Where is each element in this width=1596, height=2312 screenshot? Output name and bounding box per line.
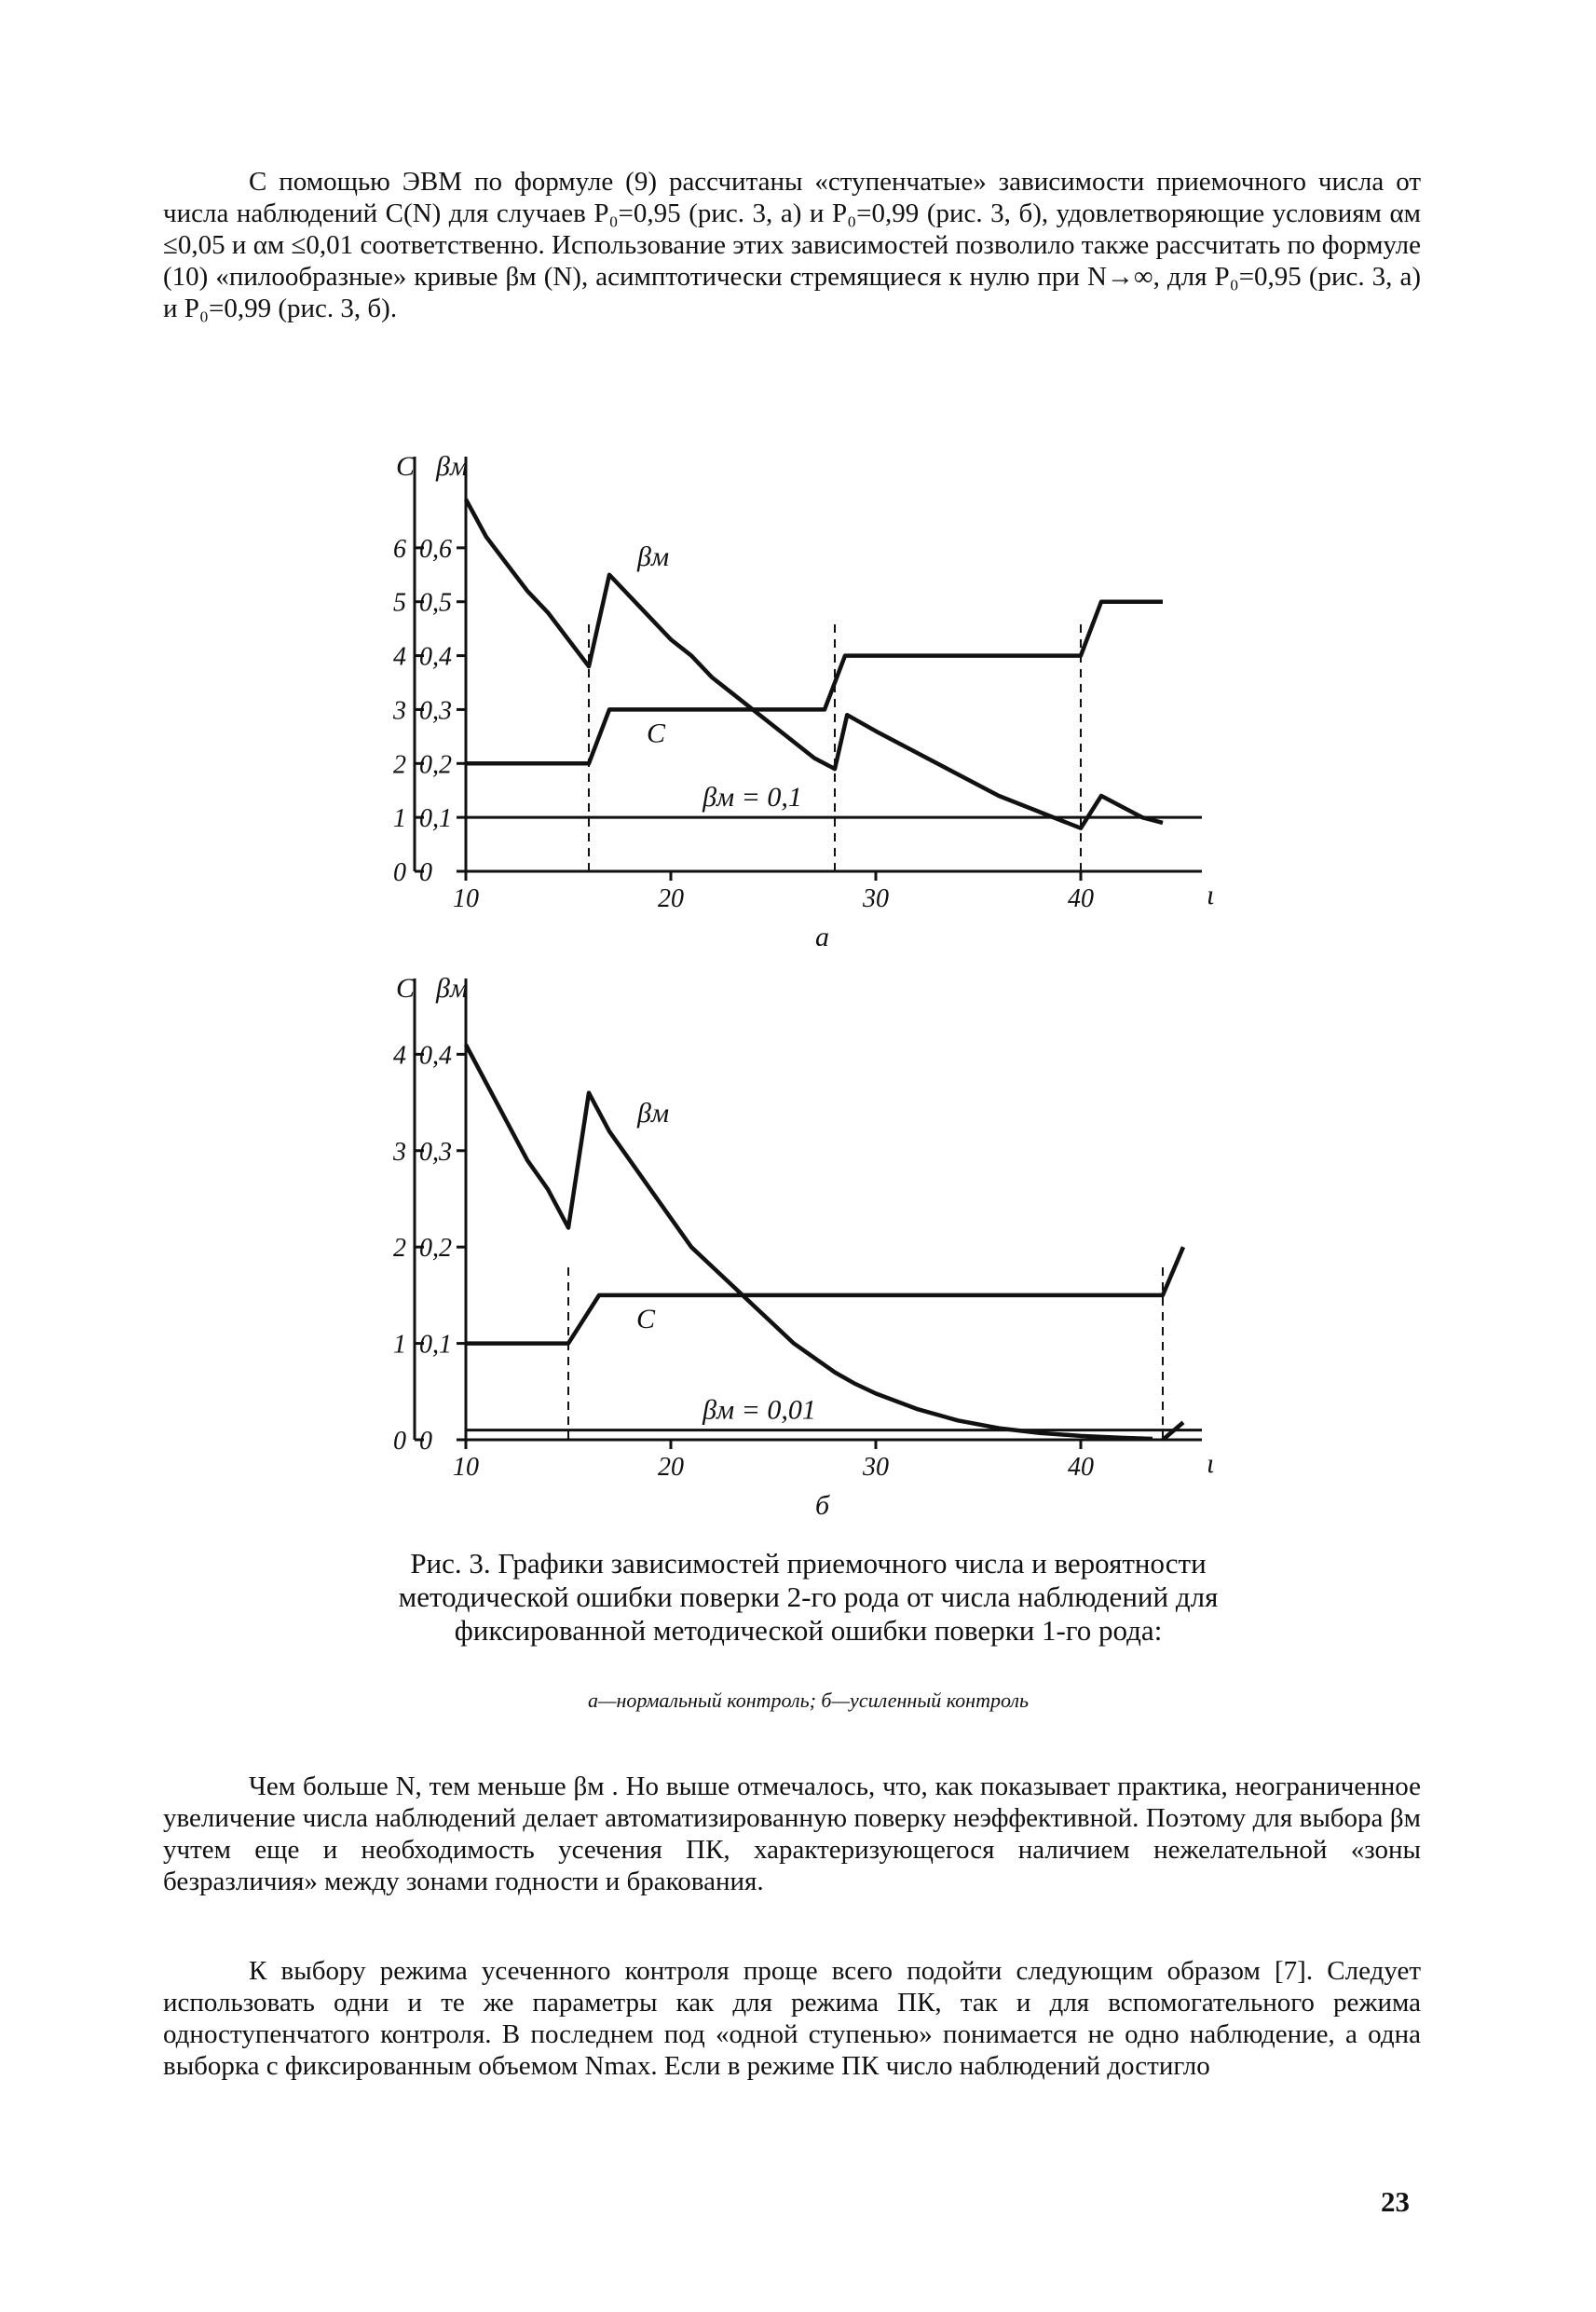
chart-a-beta-tick-label: 0,6 (419, 534, 452, 564)
chart-a-c-tick-label: 2 (393, 750, 406, 780)
chart-b-beta-tick-label: 0 (419, 1427, 432, 1456)
chart-a-c-tick-label: 4 (393, 642, 406, 672)
chart-b (354, 946, 1248, 1524)
chart-a-x-tick-label: 10 (453, 884, 479, 913)
chart-b-c-tick-label: 2 (393, 1234, 406, 1264)
chart-b-x-tick-label: 20 (658, 1453, 684, 1482)
chart-a-series-label: C (647, 718, 666, 749)
chart-b-x-tick-label: 10 (453, 1453, 479, 1482)
chart-a-panel-label: а (815, 922, 829, 946)
chart-a-beta-tick-label: 0,2 (419, 750, 452, 780)
chart-a-beta-tick-label: 0 (419, 858, 432, 887)
chart-b-beta-tick-label: 0,1 (419, 1330, 452, 1360)
paragraph-3: К выбору режима усеченного контроля проще всего подойти следующим образом [7]. Следует использовать одни и те же параметры как для режима ПК, так и для вспомогательного режима одноступенчатого контроля. В последнем под «одной ступенью» понимается не одно наблюдение, а одна выборка с фиксированным объемом Nmax. Если в режиме ПК число наблюдений достигло (163, 1956, 1421, 2081)
chart-a-series-label: βм (637, 540, 670, 572)
chart-b-x-tick-label: 30 (863, 1453, 889, 1482)
chart-b-x-axis-label: ι (1207, 1448, 1215, 1479)
chart-a-c-tick-label: 6 (393, 534, 406, 564)
chart-a-threshold-label: βм = 0,1 (703, 782, 802, 814)
chart-a-beta-tick-label: 0,3 (419, 696, 452, 726)
chart-a-beta-tick-label: 0,1 (419, 804, 452, 834)
paragraph-1: С помощью ЭВМ по формуле (9) рассчитаны «ступенчатые» зависимости приемочного числа от числа наблюдений C(N) для случаев P₀=0,95 (рис. 3, а) и P₀=0,99 (рис. 3, б), удовлетворяющие условиям αм ≤0,05 и αм ≤0,01 соответственно. Использование этих зависимостей позволило также рассчитать по формуле (10) «пилообразные» кривые βм (N), асимптотически стремящиеся к нулю при N→∞, для P₀=0,95 (рис. 3, а) и P₀=0,99 (рис. 3, б). (163, 167, 1421, 323)
chart-a-beta-tick-label: 0,5 (419, 588, 452, 618)
chart-b-c-tick-label: 0 (393, 1427, 406, 1456)
chart-a (354, 438, 1248, 946)
chart-a-x-tick-label: 20 (658, 884, 684, 913)
chart-b-beta-tick-label: 0,2 (419, 1234, 452, 1264)
chart-a-c-tick-label: 1 (393, 804, 406, 834)
chart-a-x-tick-label: 30 (863, 884, 889, 913)
chart-a-x-tick-label: 40 (1068, 884, 1094, 913)
chart-b-c-axis-label: C (396, 973, 416, 1004)
chart-b-beta-axis-label: βм (436, 973, 469, 1004)
chart-a-c-axis-label: C (396, 451, 416, 482)
chart-a-c-tick-label: 0 (393, 858, 406, 887)
chart-b-beta-tick-label: 0,4 (419, 1041, 452, 1071)
figure-subcaption: а—нормальный контроль; б—усиленный контроль (587, 1689, 1030, 1712)
chart-a-series-beta-line (466, 499, 1163, 828)
chart-b-series-c-line (466, 1247, 1183, 1343)
chart-b-c-tick-label: 4 (393, 1041, 406, 1071)
chart-b-panel-label: б (815, 1490, 830, 1521)
figure-caption: Рис. 3. Графики зависимостей приемочного числа и вероятности методической ошибки поверки 2-го рода от числа наблюдений для фиксированной методической ошибки поверки 1-го рода: (398, 1547, 1219, 1647)
chart-b-c-tick-label: 3 (393, 1137, 406, 1167)
paragraph-2: Чем больше N, тем меньше βм . Но выше отмечалось, что, как показывает практика, неограниченное увеличение числа наблюдений делает автоматизированную поверку неэффективной. Поэтому для выбора βм учтем еще и необходимость усечения ПК, характеризующегося наличием нежелательной «зоны безразличия» между зонами годности и бракования. (163, 1772, 1421, 1896)
page-number: 23 (1381, 2185, 1410, 2218)
chart-a-beta-tick-label: 0,4 (419, 642, 452, 672)
chart-a-beta-axis-label: βм (436, 451, 469, 482)
chart-a-x-axis-label: ι (1207, 880, 1215, 910)
chart-b-c-tick-label: 1 (393, 1330, 406, 1360)
chart-a-c-tick-label: 3 (393, 696, 406, 726)
chart-a-series-c-line (466, 602, 1163, 764)
chart-a-c-tick-label: 5 (393, 588, 406, 618)
chart-b-x-tick-label: 40 (1068, 1453, 1094, 1482)
chart-b-series-label: βм (637, 1098, 670, 1129)
chart-b-beta-tick-label: 0,3 (419, 1137, 452, 1167)
chart-b-threshold-label: βм = 0,01 (703, 1394, 816, 1426)
chart-b-series-label: C (636, 1303, 656, 1334)
